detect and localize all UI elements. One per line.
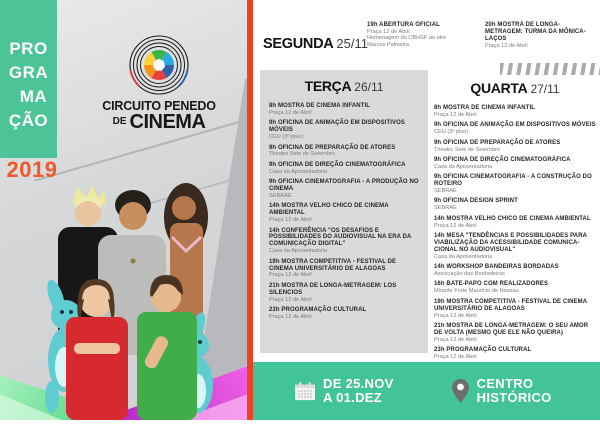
event-location: Praça 12 de Abril xyxy=(269,217,312,224)
event-title: 14h MESA "TENDÊNCIAS E POSSIBILIDADES PARA VIABILIZAÇÃO DA ACESSIBILIDADE COMUNICA-CIONAL NO AUDIOVISUAL" xyxy=(434,233,587,253)
event-title: 9h OFICINA CINEMATOGRAFIA - A CONSTRUÇÃO DO ROTEIRO xyxy=(434,174,592,188)
event-title: 8h MOSTRA DE CINEMA INFANTIL xyxy=(434,105,536,111)
day-header-monday xyxy=(263,22,367,53)
event-location: Homenagem do CBHSF ao ator xyxy=(367,35,447,42)
event-title: 9h OFICINA DE DIREÇÃO CINEMATOGRÁFICA xyxy=(434,156,571,163)
event-title: 9h OFICINA DESIGN SPRINT xyxy=(434,198,518,205)
event-location: Praça 12 de Abril xyxy=(269,109,312,116)
schedule-panel xyxy=(253,0,600,420)
event-title: 23h PROGRAMAÇÃO CULTURAL xyxy=(269,307,367,314)
event-item xyxy=(434,157,596,170)
program-title-block xyxy=(0,0,57,158)
event-title: 21h MOSTRA DE LONGA-METRAGEM: O SEU AMOR DE VOLTA (MESMO QUE ELE NÃO QUEIRA) xyxy=(434,323,589,336)
event-title: 9h OFICINA DE ANIMAÇÃO EM DISPOSITIVOS MÓVEIS xyxy=(434,122,596,129)
logo-title-line2 xyxy=(95,113,223,131)
day-date: 27/11 xyxy=(530,82,560,96)
event-item xyxy=(434,281,596,294)
event-item xyxy=(434,264,596,277)
event-location: Mirante Forte Maurício de Nassau xyxy=(434,288,519,295)
event-item xyxy=(434,323,596,343)
logo-de-label: DE xyxy=(112,116,127,127)
event-item xyxy=(434,174,596,194)
event-item xyxy=(434,140,596,153)
poster-panel xyxy=(0,0,247,420)
event-item xyxy=(434,347,596,360)
day-name: SEGUNDA xyxy=(263,36,334,52)
event-item xyxy=(269,307,419,320)
event-title: 8h MOSTRA DE CINEMA INFANTIL xyxy=(269,103,371,109)
event-location: Praça 12 de Abril xyxy=(269,296,312,303)
event-location: SEBRAE xyxy=(434,205,457,212)
event-location: Praça 12 de Abril xyxy=(434,354,477,361)
event-title: 9h OFICINA CINEMATOGRAFIA - A PRODUÇÃO NO CINEMA xyxy=(269,179,419,193)
footer-bar xyxy=(253,362,600,420)
event-location: SEBRAE xyxy=(434,188,457,195)
event-location: Marcos Palmeira xyxy=(367,41,409,48)
event-title: 20h MOSTRA DE LONGA-METRAGEM: TURMA DA MÔNICA- LAÇOS xyxy=(485,22,586,42)
event-title: 23h PROGRAMAÇÃO CULTURAL xyxy=(434,347,532,354)
event-title: 14h MOSTRA VELHO CHICO DE CINEMA AMBIENTAL xyxy=(269,203,389,217)
logo-cinema-label: CINEMA xyxy=(129,111,206,133)
event-location: SEBRAE xyxy=(269,192,292,199)
event-location: CEU (3º piso) xyxy=(434,129,469,136)
event-title: 9h OFICINA DE ANIMAÇÃO EM DISPOSITIVOS MÓVEIS xyxy=(269,120,406,134)
day-name: TERÇA xyxy=(304,78,352,94)
event-location: Casa da Aposentadoria xyxy=(269,168,328,175)
event-location: CEU (3º piso) xyxy=(269,134,304,141)
monday-events xyxy=(367,22,600,53)
event-item xyxy=(434,105,596,118)
event-location: Praça 12 de Abril xyxy=(434,312,477,319)
date-range-label: DE 25.NOV A 01.DEZ xyxy=(323,375,394,405)
event-title: 19h MOSTRA COMPETITIVA - FESTIVAL DE CINEMA UNIVERSITÁRIO DE ALAGOAS xyxy=(434,298,587,312)
day-header-tuesday xyxy=(269,78,419,96)
event-item xyxy=(269,283,419,303)
event-item xyxy=(269,259,419,279)
event-location: Praça 12 de Abril xyxy=(485,42,528,49)
event-title: 19h ABERTURA OFICIAL xyxy=(367,22,440,28)
event-item xyxy=(434,299,596,319)
festival-logo xyxy=(95,34,223,131)
event-title: 14h MOSTRA VELHO CHICO DE CINEMA AMBIENTAL xyxy=(434,215,591,222)
event-item xyxy=(485,22,597,49)
event-title: 19h MOSTRA COMPETITIVA - FESTIVAL DE CINEMA UNIVERSITÁRIO DE ALAGOAS xyxy=(269,258,397,272)
event-item xyxy=(269,228,419,255)
event-title: 14h CONFERÊNCIA "OS DESAFIOS E POSSIBILIDADES DO AUDIOVISUAL NA ERA DA COMUNICAÇÃO DIGITAL" xyxy=(269,227,412,248)
date-range-group xyxy=(295,377,394,405)
event-location: Praça 12 de Abril xyxy=(269,272,312,279)
year-label: 2019 xyxy=(6,157,58,182)
event-item xyxy=(269,103,419,116)
event-item xyxy=(269,179,419,199)
program-word-part: GRA xyxy=(8,63,49,82)
event-location: Praça 12 de Abril xyxy=(269,313,312,320)
event-location: Praça 12 de Abril xyxy=(367,28,410,35)
monday-section xyxy=(263,22,600,53)
wednesday-events xyxy=(434,105,596,361)
location-label: CENTRO HISTÓRICO xyxy=(476,375,552,405)
tuesday-section xyxy=(260,70,428,353)
day-date: 26/11 xyxy=(354,80,384,94)
event-item xyxy=(269,203,419,223)
event-location: Praça 12 de Abril xyxy=(434,336,477,343)
day-header-wednesday xyxy=(434,80,596,98)
event-item xyxy=(434,216,596,229)
event-item xyxy=(434,198,596,211)
event-location: Praça 12 de Abril xyxy=(434,222,477,229)
event-location: Associação das Bordadeiras xyxy=(434,271,505,278)
day-date: 25/11 xyxy=(336,36,368,51)
event-location: Praça 12 de Abril xyxy=(434,111,477,118)
calendar-icon xyxy=(295,382,315,401)
event-item xyxy=(434,233,596,260)
location-pin-icon xyxy=(452,379,469,403)
camera-shutter-logo-icon xyxy=(127,34,191,96)
event-title: 9h OFICINA DE DIREÇÃO CINEMATOGRÁFICA xyxy=(269,161,406,168)
wednesday-section xyxy=(432,80,598,365)
event-location: Casa da Aposentadoria xyxy=(434,163,493,170)
event-item xyxy=(269,162,419,175)
event-title: 16h BATE-PAPO COM REALIZADORES xyxy=(434,281,549,288)
program-word-part: PRO xyxy=(9,39,48,58)
event-item xyxy=(269,120,419,140)
festival-photo xyxy=(0,175,247,420)
logo-title-line1: CIRCUITO PENEDO xyxy=(102,99,216,113)
event-title: 9h OFICINA DE PREPARAÇÃO DE ATORES xyxy=(269,144,396,151)
event-location: Theatro Sete de Setembro xyxy=(434,146,500,153)
hatch-stripes-decoration xyxy=(500,63,600,75)
event-location: Casa da Aposentadoria xyxy=(434,253,493,260)
event-item xyxy=(269,145,419,158)
event-title: 9h OFICINA DE PREPARAÇÃO DE ATORES xyxy=(434,139,561,146)
tuesday-events xyxy=(269,103,419,320)
event-title: 14h WORKSHOP BANDEIRAS BORDADAS xyxy=(434,264,559,271)
program-word-part: ÇÃO xyxy=(8,111,49,130)
program-word-part: MA xyxy=(19,87,48,106)
event-location: Casa da Aposentadoria xyxy=(269,248,328,255)
event-location: Theatro Sete de Setembro xyxy=(269,151,335,158)
event-item xyxy=(367,22,479,49)
event-title: 21h MOSTRA DE LONGA-METRAGEM: LOS SILENCIOS xyxy=(269,282,397,296)
event-item xyxy=(434,122,596,135)
day-name: QUARTA xyxy=(470,80,528,96)
location-group xyxy=(452,377,552,405)
